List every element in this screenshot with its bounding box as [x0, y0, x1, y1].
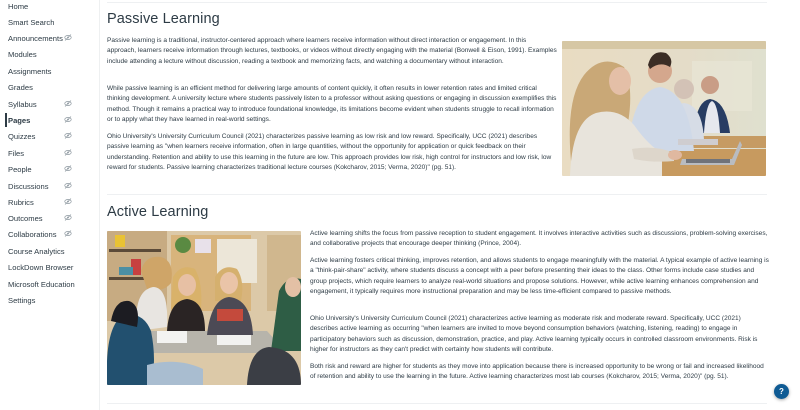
nav-item-label: Outcomes	[8, 213, 43, 223]
lecture-photo	[562, 41, 766, 176]
eye-slash-icon	[64, 198, 72, 205]
section-title: Passive Learning	[107, 11, 220, 27]
nav-item-outcomes[interactable]	[0, 210, 99, 226]
paragraph: Ohio University's University Curriculum Council (2021) characterizes passive learning as low risk and low reward. Specifically, UCC (2021) describes passive learning as "when learners receive information, often in large quantities, without the opportunity for application or quick feedback on their understanding. Retention and ability to use this learning in the future are low. This approach provides low risk, high control for instructors and low risk, low reward for students. Passive learning characterizes traditional lecture courses (Kokcharov, 2015; Verma, 2020)" (pg. 51).	[107, 133, 552, 172]
divider	[107, 403, 767, 404]
paragraph: Both risk and reward are higher for students as they move into application because there is increased opportunity to be wrong or fail and increased likelihood of retention and ability to use the learning in the future. Active learning characterizes most lab courses (Kokcharov, 2015; Verma, 2020)" (pg. 51).	[310, 363, 764, 381]
eye-slash-icon	[64, 230, 72, 237]
nav-item-label: Home	[8, 1, 29, 11]
nav-item-home[interactable]	[0, 0, 99, 14]
nav-item-microsoft-education[interactable]	[0, 276, 99, 292]
eye-slash-icon	[64, 149, 72, 156]
eye-slash-icon	[64, 165, 72, 172]
nav-item-modules[interactable]	[0, 46, 99, 62]
nav-item-label: Modules	[8, 49, 37, 59]
nav-item-collaborations[interactable]	[0, 226, 99, 242]
eye-slash-icon	[64, 116, 72, 123]
eye-slash-icon	[64, 182, 72, 189]
nav-item-label: LockDown Browser	[8, 262, 74, 272]
paragraph: Active learning fosters critical thinking, improves retention, and allows students to engage meaningfully with the material. A typical example of active learning is a "think-pair-share" activity, where students discuss a concept with a peer before presenting their ideas to the class. Other forms include case studies and group projects, which require learners to analyze real-world situations and propose solutions. However, while active learning enhances comprehension and engagement, it typically requires more instructional preparation and may be less time-efficient compared to passive methods.	[310, 257, 769, 296]
nav-item-smart-search[interactable]	[0, 14, 99, 30]
divider	[107, 194, 767, 195]
page-content	[107, 0, 767, 410]
nav-item-people[interactable]	[0, 161, 99, 177]
nav-item-label: Smart Search	[8, 17, 55, 27]
eye-slash-icon	[64, 214, 72, 221]
nav-item-syllabus[interactable]	[0, 96, 99, 112]
nav-item-label: Grades	[8, 82, 33, 92]
lecture-image	[562, 41, 766, 176]
paragraph: Active learning shifts the focus from passive reception to student engagement. It involves interactive activities such as discussions, problem-solving exercises, and collaborative projects that encourage deeper thinking (Prince, 2004).	[310, 230, 768, 248]
eye-slash-icon	[64, 132, 72, 139]
nav-item-announcements[interactable]	[0, 30, 99, 46]
eye-slash-icon	[64, 100, 72, 107]
nav-item-discussions[interactable]	[0, 178, 99, 194]
nav-item-label: Settings	[8, 295, 36, 305]
nav-item-label: Syllabus	[8, 99, 37, 109]
group-work-image	[107, 231, 301, 385]
section-title: Active Learning	[107, 204, 209, 220]
nav-item-course-analytics[interactable]	[0, 243, 99, 259]
nav-item-assignments[interactable]	[0, 63, 99, 79]
nav-item-settings[interactable]	[0, 292, 99, 308]
nav-item-label: Pages	[8, 115, 31, 125]
paragraph: Ohio University's University Curriculum Council (2021) characterizes active learning as moderate risk and moderate reward. Specifically, UCC (2021) describes active learning as occurring "when learners are invited to move beyond consumption behaviors (watching, listening, reading) to engage in participatory behaviors such as discussion, demonstration, practice, and play. Active learning typically occurs in controlled classroom environments. Risk is higher for instructors as they can't predict with certainty how students will contribute.	[310, 315, 758, 354]
group-work-photo	[107, 231, 301, 385]
nav-item-label: Quizzes	[8, 131, 36, 141]
nav-item-pages[interactable]	[0, 112, 99, 128]
nav-item-label: Rubrics	[8, 197, 34, 207]
nav-item-grades[interactable]	[0, 79, 99, 95]
help-button[interactable]	[774, 384, 789, 399]
nav-item-label: Assignments	[8, 66, 52, 76]
eye-slash-icon	[64, 34, 72, 41]
nav-item-label: Microsoft Education	[8, 279, 75, 289]
nav-item-label: Announcements	[8, 33, 63, 43]
course-navigation	[0, 0, 100, 410]
nav-item-quizzes[interactable]	[0, 128, 99, 144]
nav-item-label: People	[8, 164, 32, 174]
help-icon: ?	[779, 387, 784, 396]
divider	[107, 2, 767, 3]
nav-item-label: Files	[8, 148, 25, 158]
nav-item-label: Collaborations	[8, 229, 57, 239]
nav-item-label: Discussions	[8, 181, 49, 191]
nav-item-label: Course Analytics	[8, 246, 65, 256]
nav-item-files[interactable]	[0, 145, 99, 161]
paragraph: Passive learning is a traditional, instructor-centered approach where learners receive information without direct interaction or engagement. In this approach, learners receive information through lectures, textbooks, or videos without directly engaging with the material (Bonwell & Eison, 1991). Examples include attending a lecture without discussion, reading a textbook and memorizing facts, and watching a documentary without interaction.	[107, 37, 557, 65]
nav-item-rubrics[interactable]	[0, 194, 99, 210]
paragraph: While passive learning is an efficient method for delivering large amounts of content quickly, it often results in lower retention rates and limited critical thinking development. A university lecture where students passively listen to a professor without asking questions or engaging in discussion exemplifies this method. Though it remains a practical way to introduce foundational knowledge, its limitations become evident when students struggle to recall information or to apply what they have learned in real-world settings.	[107, 85, 557, 124]
nav-item-lockdown-browser[interactable]	[0, 259, 99, 275]
